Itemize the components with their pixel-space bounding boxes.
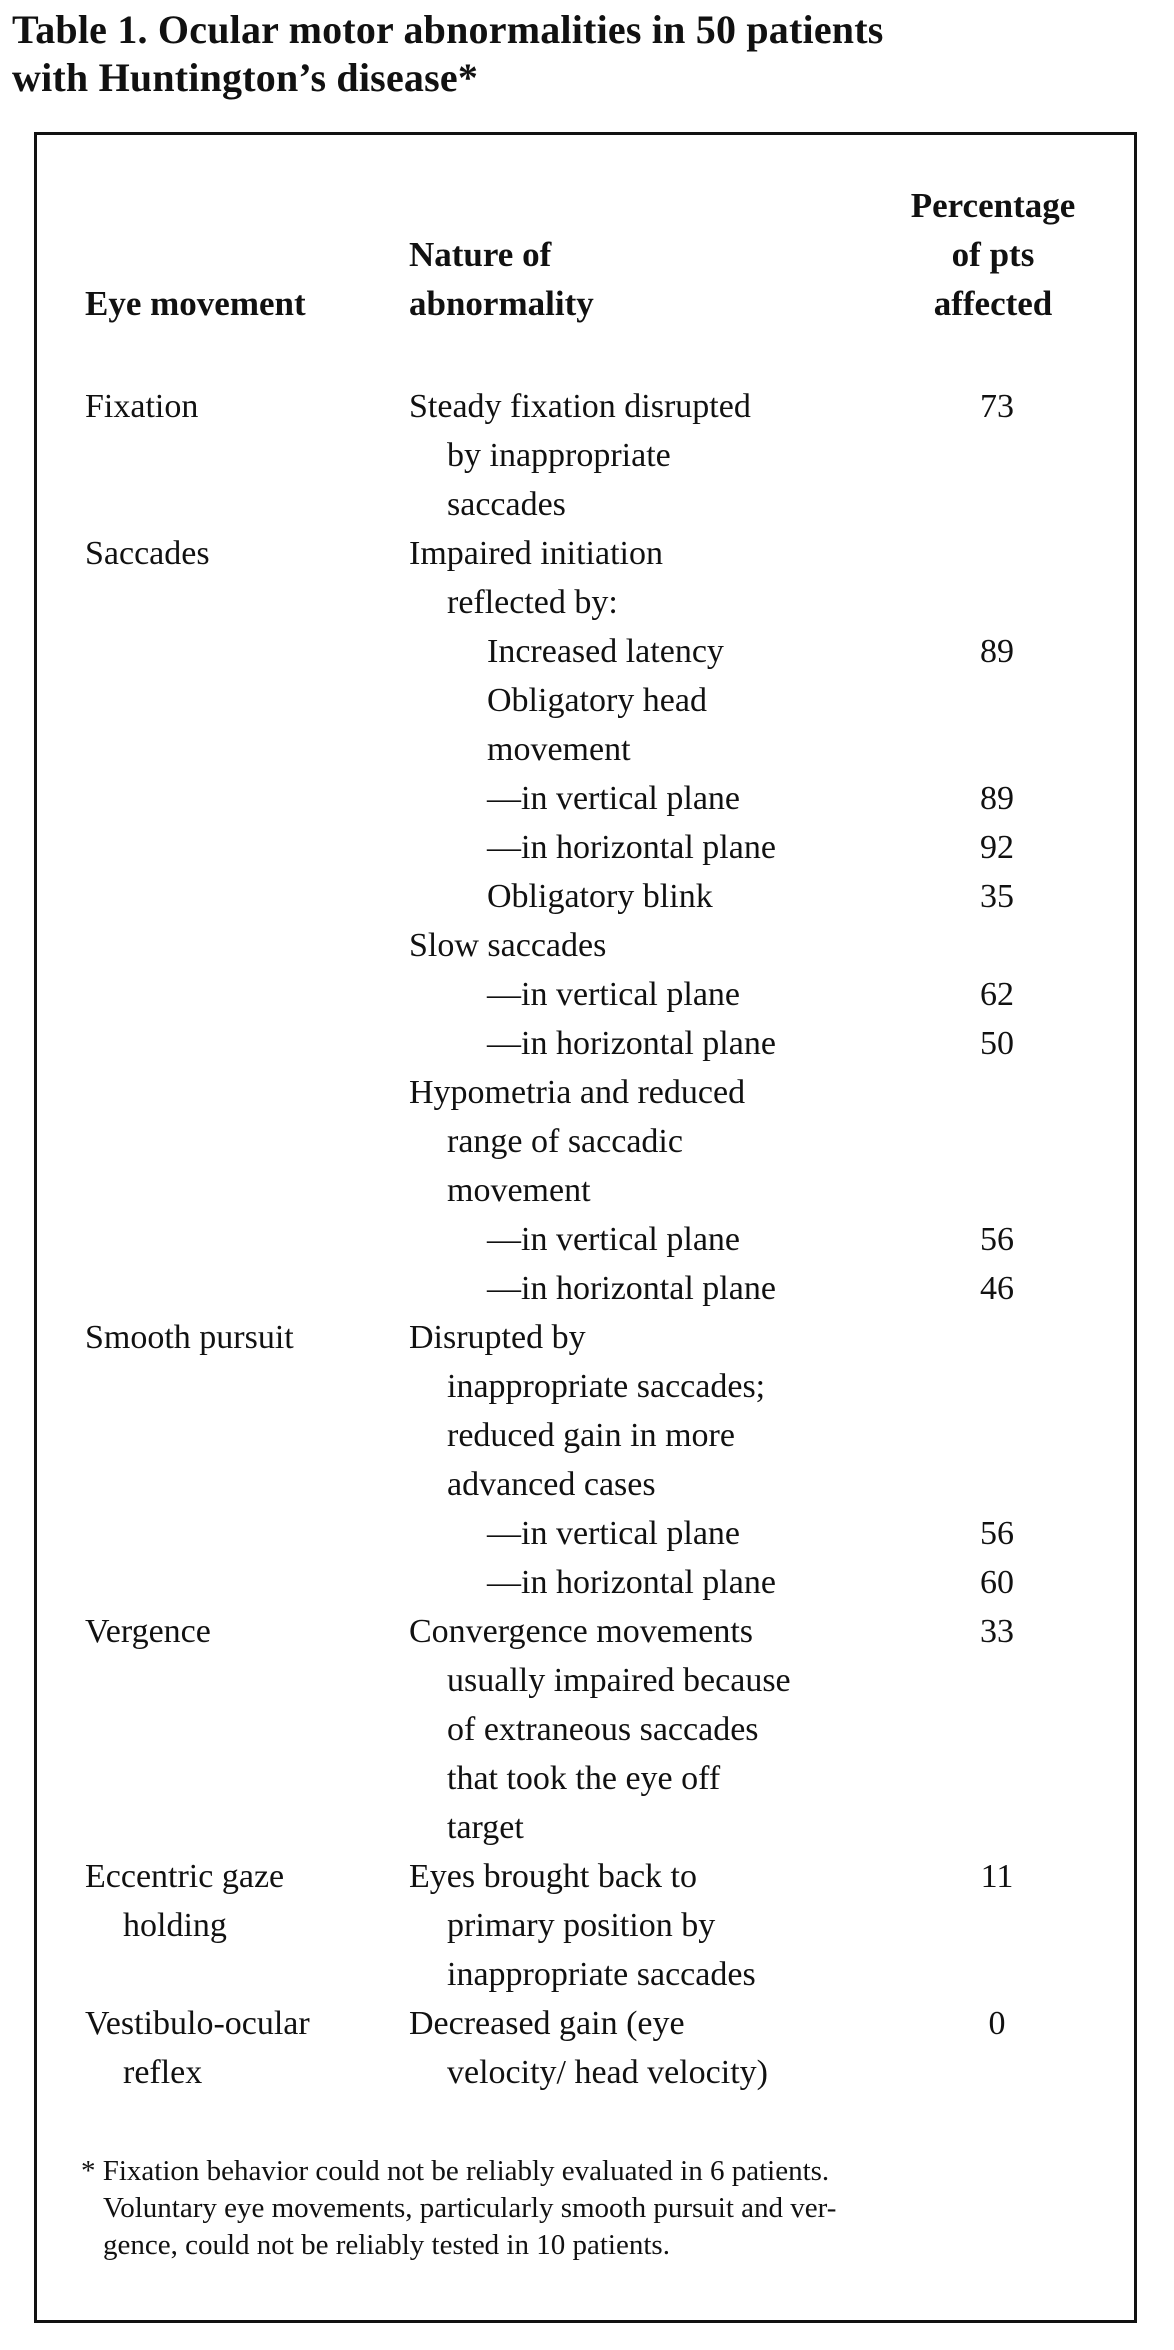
abnormality-cell: range of saccadic bbox=[447, 1123, 683, 1160]
abnormality-cell: saccades bbox=[447, 486, 566, 523]
abnormality-cell: by inappropriate bbox=[447, 437, 671, 474]
table-row bbox=[37, 1607, 1137, 1656]
table-row bbox=[37, 1019, 1137, 1068]
table-row bbox=[37, 1852, 1137, 1901]
table-row bbox=[37, 676, 1137, 725]
table-row bbox=[37, 1166, 1137, 1215]
table-row bbox=[37, 970, 1137, 1019]
table-row bbox=[37, 1068, 1137, 1117]
abnormality-cell: Disrupted by bbox=[409, 1319, 586, 1356]
table-row bbox=[37, 1264, 1137, 1313]
abnormality-cell: —in vertical plane bbox=[487, 780, 741, 817]
percentage-cell: 92 bbox=[980, 829, 1014, 866]
footnote-line: gence, could not be reliably tested in 10 patients. bbox=[103, 2229, 670, 2261]
abnormality-cell: target bbox=[447, 1809, 524, 1846]
table-footnote bbox=[81, 2153, 1121, 2264]
percentage-cell: 0 bbox=[988, 2005, 1006, 2042]
table-row bbox=[37, 1705, 1137, 1754]
percentage-cell: 62 bbox=[980, 976, 1014, 1013]
abnormality-cell: that took the eye off bbox=[447, 1760, 721, 1797]
abnormality-cell: inappropriate saccades bbox=[447, 1956, 756, 1993]
table-row bbox=[37, 578, 1137, 627]
abnormality-cell: reflected by: bbox=[447, 584, 618, 621]
abnormality-cell: usually impaired because bbox=[447, 1662, 791, 1699]
percentage-cell: 56 bbox=[980, 1515, 1014, 1552]
table-row bbox=[37, 382, 1137, 431]
percentage-cell: 50 bbox=[980, 1025, 1014, 1062]
percentage-cell: 46 bbox=[980, 1270, 1014, 1307]
header-nature-line: Nature of bbox=[409, 235, 552, 274]
table-row bbox=[37, 774, 1137, 823]
abnormality-cell: Obligatory blink bbox=[487, 878, 713, 915]
abnormality-cell: —in vertical plane bbox=[487, 1221, 741, 1258]
header-pct-line: Percentage bbox=[910, 186, 1076, 225]
abnormality-cell: reduced gain in more bbox=[447, 1417, 735, 1454]
table-row bbox=[37, 872, 1137, 921]
eye-movement-cell: Saccades bbox=[85, 535, 210, 572]
abnormality-cell: movement bbox=[487, 731, 631, 768]
abnormality-cell: advanced cases bbox=[447, 1466, 656, 1503]
table-row bbox=[37, 480, 1137, 529]
percentage-cell: 60 bbox=[980, 1564, 1014, 1601]
abnormality-cell: velocity/ head velocity) bbox=[447, 2054, 768, 2091]
header-eye-movement: Eye movement bbox=[85, 284, 306, 323]
table-row bbox=[37, 1901, 1137, 1950]
table-row bbox=[37, 2048, 1137, 2097]
table-row bbox=[37, 1117, 1137, 1166]
abnormality-cell: primary position by bbox=[447, 1907, 716, 1944]
abnormality-cell: Steady fixation disrupted bbox=[409, 388, 751, 425]
table-frame bbox=[34, 132, 1137, 2323]
eye-movement-cell: holding bbox=[123, 1907, 227, 1944]
table-row bbox=[37, 921, 1137, 970]
abnormality-cell: inappropriate saccades; bbox=[447, 1368, 766, 1405]
abnormality-cell: Decreased gain (eye bbox=[409, 2005, 685, 2042]
percentage-cell: 89 bbox=[980, 633, 1014, 670]
abnormality-cell: Slow saccades bbox=[409, 927, 607, 964]
abnormality-cell: —in vertical plane bbox=[487, 976, 741, 1013]
eye-movement-cell: reflex bbox=[123, 2054, 203, 2091]
abnormality-cell: —in horizontal plane bbox=[487, 1564, 776, 1601]
table-row bbox=[37, 1803, 1137, 1852]
table-row bbox=[37, 1215, 1137, 1264]
abnormality-cell: Increased latency bbox=[487, 633, 724, 670]
abnormality-cell: Eyes brought back to bbox=[409, 1858, 697, 1895]
table-row bbox=[37, 627, 1137, 676]
table-row bbox=[37, 1656, 1137, 1705]
table-row bbox=[37, 1509, 1137, 1558]
table-row bbox=[37, 1313, 1137, 1362]
abnormality-cell: Impaired initiation bbox=[409, 535, 663, 572]
table-row bbox=[37, 1558, 1137, 1607]
header-nature-of-abnormality bbox=[409, 230, 594, 328]
footnote-line: * Fixation behavior could not be reliably evaluated in 6 patients. bbox=[81, 2155, 830, 2187]
eye-movement-cell: Fixation bbox=[85, 388, 199, 425]
table-row bbox=[37, 529, 1137, 578]
table-row bbox=[37, 431, 1137, 480]
eye-movement-cell: Eccentric gaze bbox=[85, 1858, 285, 1895]
table-row bbox=[37, 1754, 1137, 1803]
abnormality-cell: Obligatory head bbox=[487, 682, 707, 719]
percentage-cell: 89 bbox=[980, 780, 1014, 817]
table-title-line: with Huntington’s disease* bbox=[12, 55, 479, 100]
table-row bbox=[37, 1999, 1137, 2048]
abnormality-cell: —in horizontal plane bbox=[487, 1270, 776, 1307]
abnormality-cell: —in horizontal plane bbox=[487, 1025, 776, 1062]
header-percentage-affected bbox=[867, 181, 1119, 328]
table-row bbox=[37, 1362, 1137, 1411]
table-row bbox=[37, 1950, 1137, 1999]
abnormality-cell: movement bbox=[447, 1172, 591, 1209]
header-pct-line: of pts bbox=[951, 235, 1035, 274]
eye-movement-cell: Smooth pursuit bbox=[85, 1319, 294, 1356]
header-nature-line: abnormality bbox=[409, 284, 594, 323]
eye-movement-cell: Vestibulo-ocular bbox=[85, 2005, 310, 2042]
table-title-line: Table 1. Ocular motor abnormalities in 50 patients bbox=[12, 7, 884, 52]
abnormality-cell: of extraneous saccades bbox=[447, 1711, 759, 1748]
table-body bbox=[37, 382, 1137, 2097]
percentage-cell: 33 bbox=[980, 1613, 1014, 1650]
abnormality-cell: Convergence movements bbox=[409, 1613, 754, 1650]
percentage-cell: 73 bbox=[980, 388, 1014, 425]
abnormality-cell: Hypometria and reduced bbox=[409, 1074, 746, 1111]
footnote-line: Voluntary eye movements, particularly smooth pursuit and ver- bbox=[103, 2192, 837, 2224]
table-title bbox=[12, 6, 1172, 102]
percentage-cell: 35 bbox=[980, 878, 1014, 915]
header-pct-line: affected bbox=[933, 284, 1053, 323]
table-row bbox=[37, 1411, 1137, 1460]
table-row bbox=[37, 725, 1137, 774]
eye-movement-cell: Vergence bbox=[85, 1613, 211, 1650]
table-row bbox=[37, 1460, 1137, 1509]
percentage-cell: 56 bbox=[980, 1221, 1014, 1258]
table-row bbox=[37, 823, 1137, 872]
abnormality-cell: —in horizontal plane bbox=[487, 829, 776, 866]
percentage-cell: 11 bbox=[980, 1858, 1014, 1895]
abnormality-cell: —in vertical plane bbox=[487, 1515, 741, 1552]
